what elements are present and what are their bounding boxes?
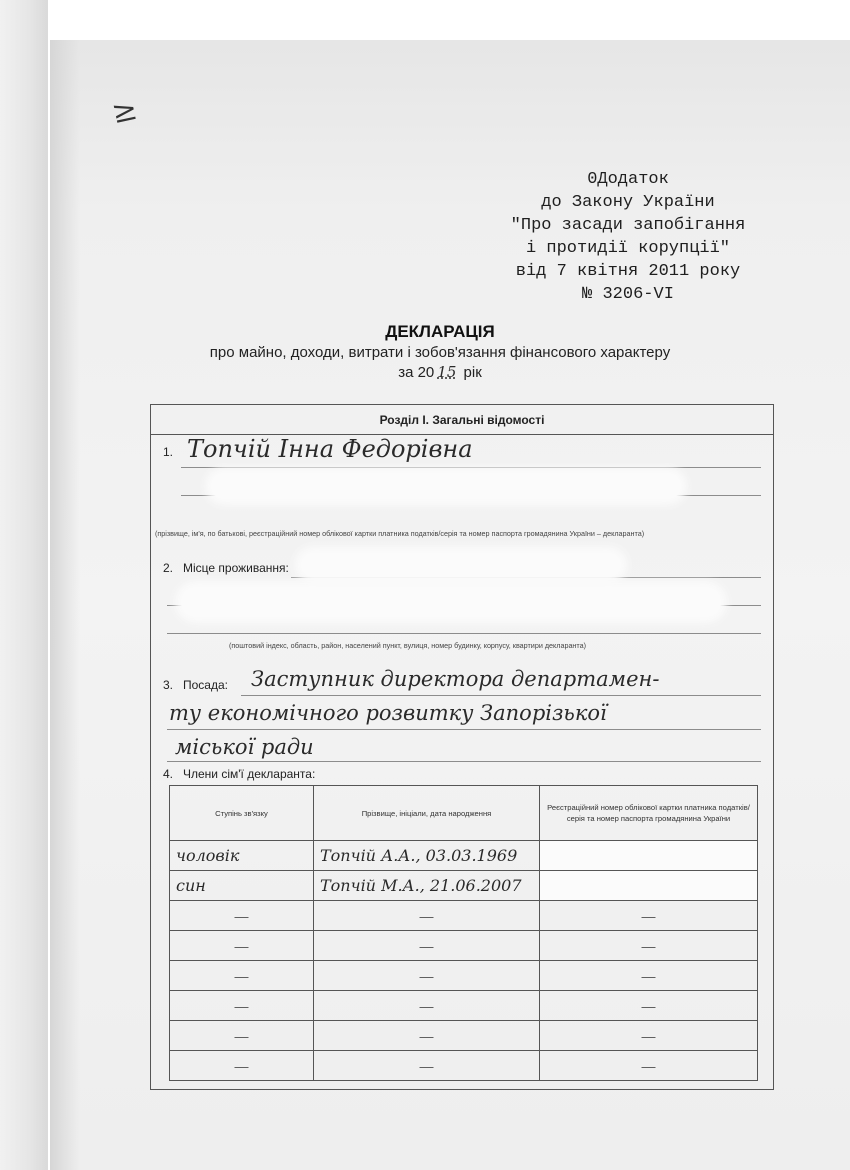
column-header-relation: Ступінь зв'язку xyxy=(170,786,314,841)
position-handwritten-line: Заступник директора департамен- xyxy=(251,667,660,691)
field-3-line xyxy=(167,729,761,730)
declaration-subtitle: про майно, доходи, витрати і зобов'язання фінансового характеру xyxy=(209,344,671,361)
field-2-number: 2. xyxy=(163,561,174,575)
redacted-id-cell xyxy=(540,841,758,871)
year-suffix: рік xyxy=(463,364,482,381)
law-reference-line: "Про засади запобігання xyxy=(510,216,746,235)
relation-cell: — xyxy=(170,901,314,931)
position-handwritten-line: міської ради xyxy=(175,735,314,759)
field-2-caption: (поштовий індекс, область, район, населений пункт, вулиця, номер будинку, корпусу, квартири декларанта) xyxy=(229,641,587,650)
family-members-table xyxy=(169,785,758,1081)
table-row xyxy=(170,1021,758,1051)
field-1-number: 1. xyxy=(163,445,174,459)
member-name-cell: — xyxy=(314,961,540,991)
declaration-title: ДЕКЛАРАЦІЯ xyxy=(385,322,495,341)
field-4-number: 4. xyxy=(163,767,174,781)
year-prefix: за 20 xyxy=(398,364,435,381)
table-row xyxy=(170,931,758,961)
id-cell: — xyxy=(540,961,758,991)
table-row xyxy=(170,871,758,901)
relation-cell: чоловік xyxy=(170,841,314,871)
law-reference-line: і протидії корупції" xyxy=(525,239,731,258)
law-reference-block xyxy=(478,168,778,306)
residence-label: Місце проживання: xyxy=(183,561,289,575)
column-header-id: Реєстраційний номер облікової картки платника податків/ серія та номер паспорта громадянина України xyxy=(540,786,758,841)
field-3-line xyxy=(241,695,761,696)
relation-cell: — xyxy=(170,1051,314,1081)
table-row xyxy=(170,991,758,1021)
id-cell: — xyxy=(540,991,758,1021)
binder-strip xyxy=(0,0,48,1170)
member-name-cell: — xyxy=(314,901,540,931)
member-name-cell: Топчій А.А., 03.03.1969 xyxy=(314,841,540,871)
id-cell: — xyxy=(540,1021,758,1051)
field-1-line xyxy=(181,467,761,468)
table-row xyxy=(170,841,758,871)
member-name-cell: — xyxy=(314,1051,540,1081)
field-2-line xyxy=(291,577,761,578)
relation-cell: — xyxy=(170,961,314,991)
relation-cell: — xyxy=(170,991,314,1021)
relation-cell: син xyxy=(170,871,314,901)
law-reference-line: 0Додаток xyxy=(587,170,669,189)
law-reference-line: № 3206-VI xyxy=(582,285,674,304)
general-info-form xyxy=(150,404,774,1090)
id-cell: — xyxy=(540,931,758,961)
redacted-address xyxy=(181,587,721,617)
member-name-cell: — xyxy=(314,931,540,961)
member-name-cell: — xyxy=(314,991,540,1021)
family-members-label: Члени сім'ї декларанта: xyxy=(183,767,316,781)
relation-cell: — xyxy=(170,1021,314,1051)
id-cell: — xyxy=(540,901,758,931)
field-1-caption: (прізвище, ім'я, по батькові, реєстраційний номер облікової картки платника податків/серія та номер паспорта громадянина України – декларанта) xyxy=(155,529,645,538)
member-name-cell: — xyxy=(314,1021,540,1051)
table-row xyxy=(170,1051,758,1081)
corner-handwritten-mark: ≥ xyxy=(108,91,141,132)
id-cell: — xyxy=(540,1051,758,1081)
redacted-id-cell xyxy=(540,871,758,901)
position-handwritten-line: ту економічного розвитку Запорізької xyxy=(169,701,607,725)
field-3-number: 3. xyxy=(163,678,174,692)
year-handwritten: 15 xyxy=(437,363,457,381)
law-reference-line: до Закону України xyxy=(541,193,715,212)
position-label: Посада: xyxy=(183,678,228,692)
table-header-row xyxy=(170,786,758,841)
member-name-cell: Топчій М.А., 21.06.2007 xyxy=(314,871,540,901)
field-2-line xyxy=(167,633,761,634)
relation-cell: — xyxy=(170,931,314,961)
table-row xyxy=(170,961,758,991)
table-row xyxy=(170,901,758,931)
field-3-line xyxy=(167,761,761,762)
redacted-address xyxy=(301,553,621,577)
section-title: Розділ І. Загальні відомості xyxy=(151,405,773,435)
law-reference-line: від 7 квітня 2011 року xyxy=(515,262,741,281)
declarant-name-handwritten: Топчій Інна Федорівна xyxy=(187,435,473,463)
redacted-id xyxy=(211,473,681,499)
declaration-year xyxy=(150,363,730,381)
column-header-name: Прізвище, ініціали, дата народження xyxy=(314,786,540,841)
